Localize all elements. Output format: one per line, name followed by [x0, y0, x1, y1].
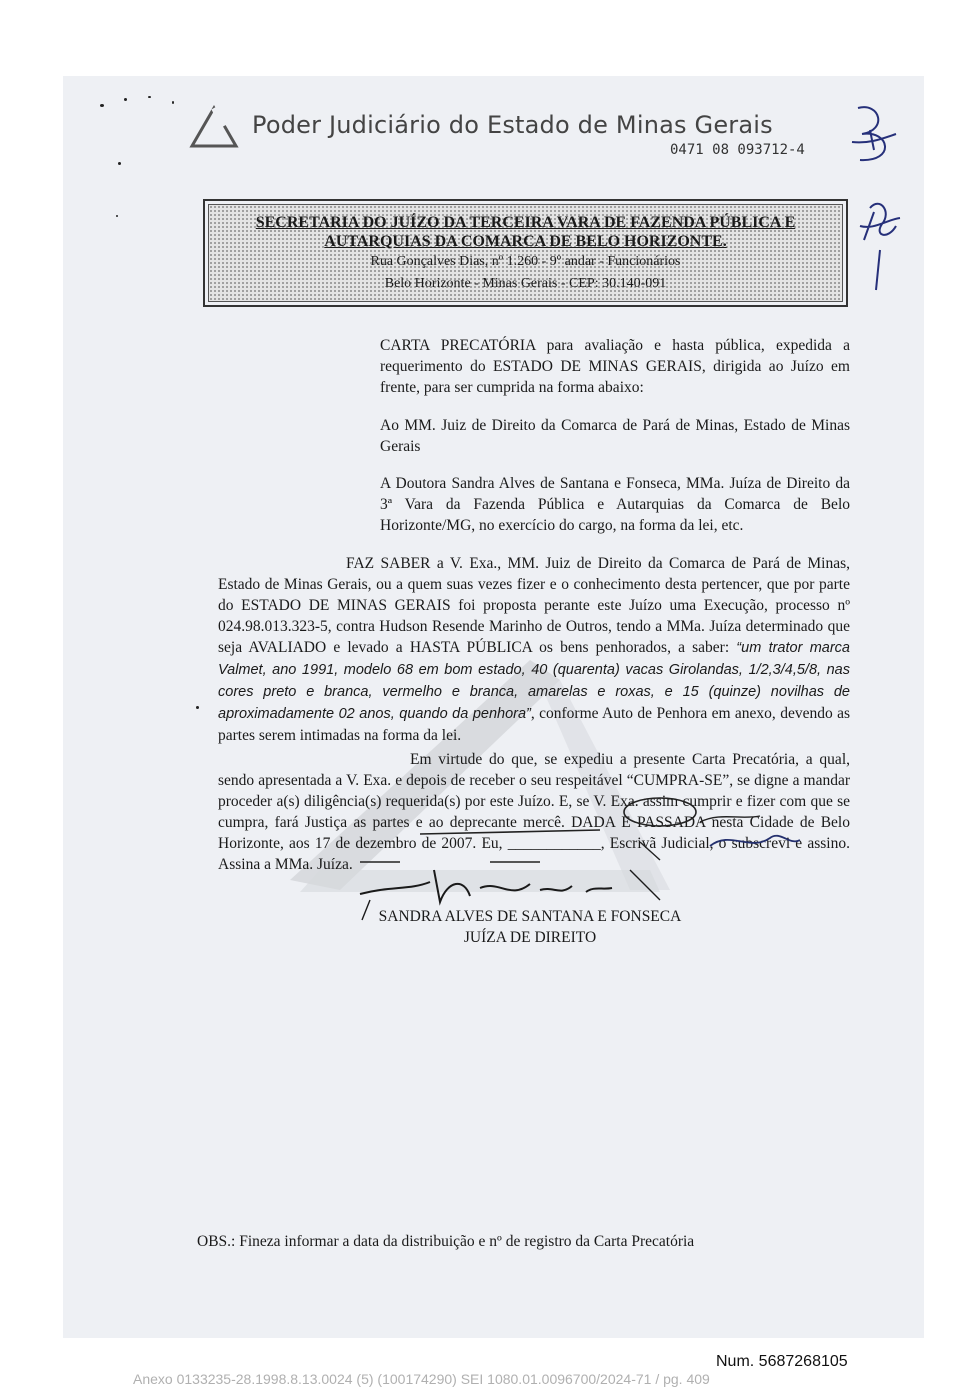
paragraph-faz-saber — [218, 553, 850, 746]
document-code: 0471 08 093712-4 — [670, 142, 805, 158]
judge-name: SANDRA ALVES DE SANTANA E FONSECA — [378, 908, 682, 925]
observation-note: OBS.: Fineza informar a data da distribuição e nº de registro da Carta Precatória — [197, 1233, 695, 1250]
signature-block — [340, 906, 720, 948]
paragraph-addressee: Ao MM. Juiz de Direito da Comarca de Pará de Minas, Estado de Minas Gerais — [380, 417, 850, 455]
faz-saber-text: FAZ SABER a V. Exa., MM. Juiz de Direito da Comarca de Pará de Minas, Estado de Minas Gerais, ou a quem suas vezes fizer e o conhecimento desta pertencer, que por parte do ESTADO DE MINAS GERAIS foi proposta perante este Juízo uma Execução, processo nº 024.98.013.323-5, contra Hudson Resende Marinho de Outros, tendo a MMa. Juíza determinado que seja AVALIADO e levado a HASTA PÚBLICA os bens penhorados, a saber: — [218, 555, 850, 656]
stamp-city: Belo Horizonte - Minas Gerais - CEP: 30.140-091 — [384, 276, 667, 291]
stamp-line-1: SECRETARIA DO JUÍZO DA TERCEIRA VARA DE FAZENDA PÚBLICA E — [255, 214, 796, 231]
faz-saber-end: , conforme Auto de Penhora em anexo, devendo as partes serem intimadas na forma da lei. — [218, 705, 850, 744]
institution-title: Poder Judiciário do Estado de Minas Gerais — [252, 111, 773, 139]
page-footer: Anexo 0133235-28.1998.8.13.0024 (5) (100174290) SEI 1080.01.0096700/2024-71 / pg. 409 — [133, 1371, 710, 1387]
secretariat-stamp — [203, 199, 848, 307]
stamp-address: Rua Gonçalves Dias, nº 1.260 - 9º andar - Funcionários — [370, 254, 681, 269]
triangle-logo-icon — [188, 104, 240, 150]
judge-title: JUÍZA DE DIREITO — [463, 929, 597, 946]
penhora-goods-quote: “um trator marca Valmet, ano 1991, modelo 68 em bom estado, 40 (quarenta) vacas Girolandas, 1/2,3/4,5/8, nas cores preto e branca, vermelho e branca, amarelas e roxas, e 15 (quinze) novilhas de aproximadamente 02 anos, quando da penhora” — [218, 640, 850, 722]
paragraph-carta-precatoria: CARTA PRECATÓRIA para avaliação e hasta pública, expedida a requerimento do ESTADO DE MINAS GERAIS, dirigida ao Juízo em frente, para ser cumprida na forma abaixo: — [380, 337, 850, 396]
paragraph-judge: A Doutora Sandra Alves de Santana e Fonseca, MMa. Juíza de Direito da 3ª Vara da Fazenda Pública e Autarquias da Comarca de Belo Horizonte/MG, no exercício do cargo, na forma da lei, etc. — [380, 475, 850, 534]
stamp-line-2: AUTARQUIAS DA COMARCA DE BELO HORIZONTE. — [324, 233, 727, 250]
document-number: Num. 5687268105 — [716, 1353, 848, 1370]
handwritten-mark — [840, 100, 910, 300]
paragraph-em-virtude: Em virtude do que, se expediu a presente Carta Precatória, a qual, sendo apresentada a V. Exa. e depois de receber o seu respeitável “CUMPRA-SE”, se digne a mandar proceder a(s) diligência(s) requerida(s) por este Juízo. E, se V. Exa. assim cumprir e fizer com que se cumpra, fará Justiça as partes e ao deprecante mercê. DADA E PASSADA nesta Cidade de Belo Horizonte, aos 17 de dezembro de 2007. Eu, ____________, Escrivã Judicial, o subscrevi e assino. Assina a MMa. Juíza. — [218, 751, 850, 873]
